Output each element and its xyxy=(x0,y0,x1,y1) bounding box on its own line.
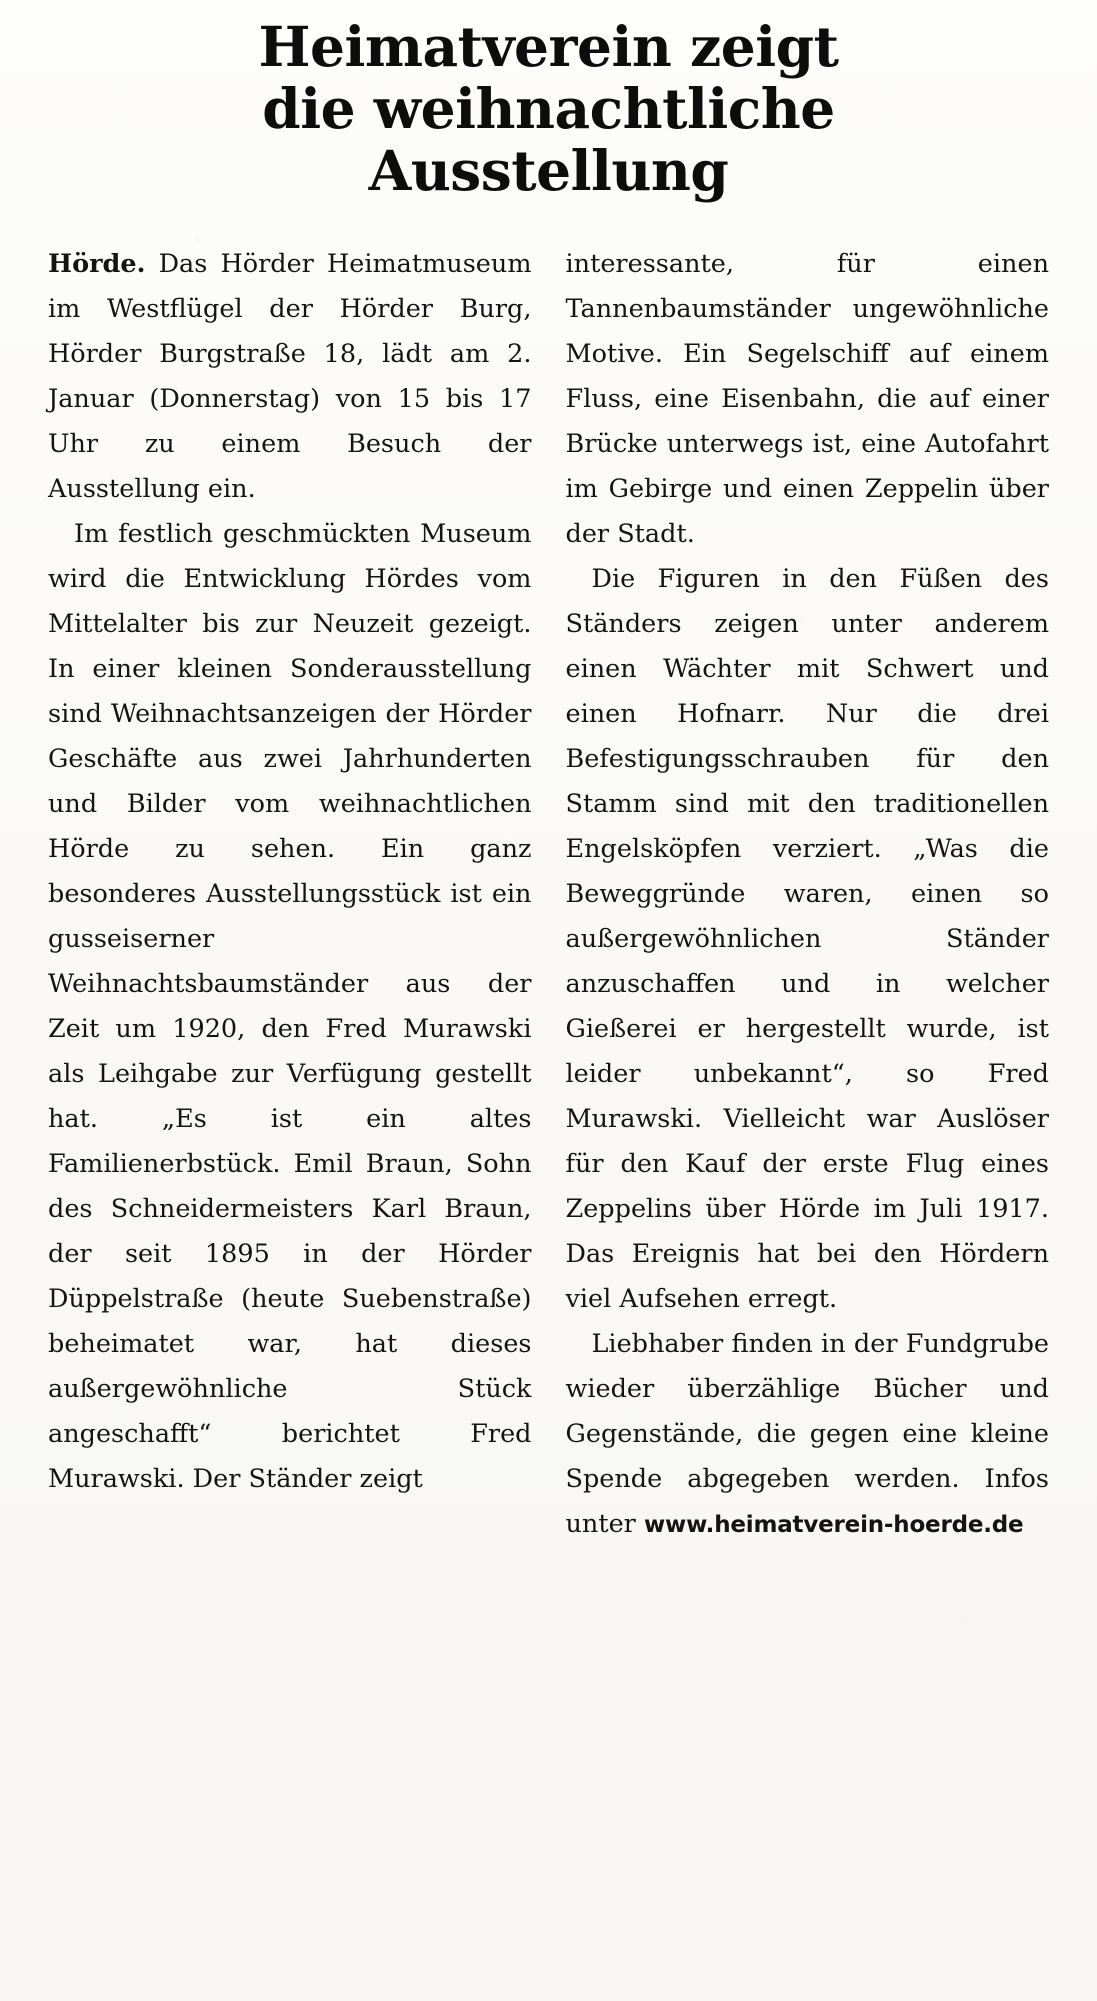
lead-paragraph xyxy=(48,242,532,512)
article-body xyxy=(28,202,1069,1548)
headline-line-1: Heimatverein zeigt xyxy=(258,14,839,79)
headline-line-2: die weihnachtliche xyxy=(262,76,835,142)
paragraph-5-text: Liebhaber finden in der Fundgrube wieder überzählige Bücher und Gegenstände, die gegen eine kleine Spende abgegeben werden. Infos unter xyxy=(565,1329,1049,1540)
paragraph-2: Im festlich geschmückten Museum wird die Entwicklung Hördes vom Mittelalter bis zur Neuzeit gezeigt. In einer kleinen Sonderausstellung sind Weihnachtsanzeigen der Hörder Geschäfte aus zwei Jahrhunderten und Bilder vom weihnachtlichen Hörde zu sehen. Ein ganz besonderes Ausstellungsstück ist ein gusseiserner Weihnachtsbaumständer aus der Zeit um 1920, den Fred Murawski als Leihgabe zur Verfügung gestellt hat. „Es ist ein altes Familienerbstück. Emil Braun, Sohn des Schneidermeisters Karl Braun, der seit 1895 in der Hörder Düppelstraße (heute Suebenstraße) beheimatet war, hat dieses außergewöhnliche Stück angeschafft“ berichtet Fred Murawski. Der Ständer zeigt xyxy=(48,519,532,1495)
lead-paragraph-text: Das Hörder Heimatmuseum im Westflügel der Hörder Burg, Hörder Burgstraße 18, lädt am 2. Januar (Donnerstag) von 15 bis 17 Uhr zu einem Besuch der Ausstellung ein. xyxy=(48,249,532,505)
paragraph-5 xyxy=(566,1322,1050,1548)
page-title xyxy=(28,0,1069,202)
right-column xyxy=(566,242,1050,1548)
headline-line-3: Ausstellung xyxy=(368,138,729,204)
paragraph-3: interessante, für einen Tannenbaumständer ungewöhnliche Motive. Ein Segelschiff auf einem Fluss, eine Eisenbahn, die auf einer Brücke unterwegs ist, eine Autofahrt im Gebirge und einen Zeppelin über der Stadt. xyxy=(565,249,1049,550)
paragraph-4: Die Figuren in den Füßen des Ständers zeigen unter anderem einen Wächter mit Schwert und einen Hofnarr. Nur die drei Befestigungsschrauben für den Stamm sind mit den traditionellen Engelsköpfen verziert. „Was die Beweggründe waren, einen so außergewöhnlichen Ständer anzuschaffen und in welcher Gießerei er hergestellt wurde, ist leider unbekannt“, so Fred Murawski. Vielleicht war Auslöser für den Kauf der erste Flug eines Zeppelins über Hörde im Juli 1917. Das Ereignis hat bei den Hördern viel Aufsehen erregt. xyxy=(565,564,1049,1315)
left-column xyxy=(48,242,532,1548)
website-url[interactable]: www.heimatverein-hoerde.de xyxy=(643,1512,1024,1539)
dateline: Hörde. xyxy=(48,249,146,280)
